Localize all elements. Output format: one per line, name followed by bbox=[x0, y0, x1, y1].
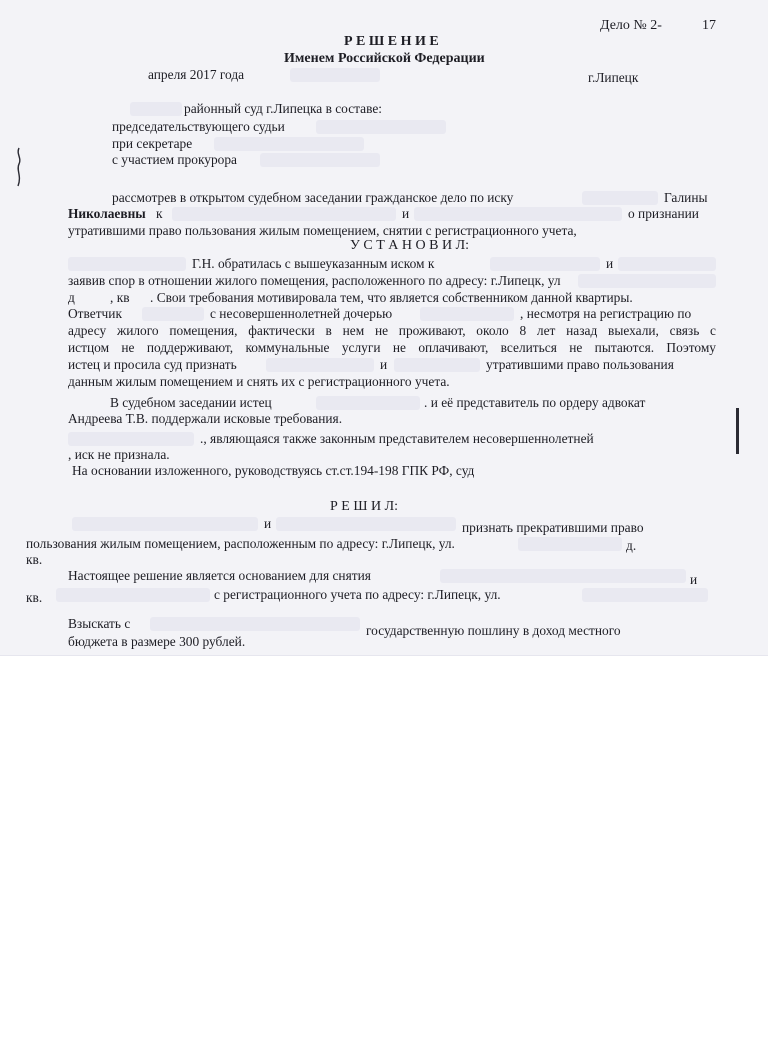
established-line-11: ., являющаяся также законным представителем несовершеннолетней bbox=[200, 431, 594, 446]
redacted-block bbox=[414, 207, 622, 221]
established-line-9b: . и её представитель по ордеру адвокат bbox=[424, 395, 646, 410]
decided-kv-2: кв. bbox=[26, 590, 43, 605]
decided-line-1: признать прекратившими право bbox=[462, 520, 644, 535]
established-line-2: заявив спор в отношении жилого помещения, расположенного по адресу: г.Липецк, ул bbox=[68, 273, 561, 288]
redacted-block bbox=[518, 537, 622, 551]
decided-line-5b: государственную пошлину в доход местного bbox=[366, 623, 621, 638]
decided-heading: Р Е Ш И Л: bbox=[330, 499, 398, 514]
established-line-13: На основании изложенного, руководствуясь ст.ст.194-198 ГПК РФ, суд bbox=[72, 463, 475, 478]
established-line-12: , иск не признала. bbox=[68, 447, 170, 462]
redacted-block bbox=[276, 517, 456, 531]
secretary-line: при секретаре bbox=[112, 136, 193, 151]
redacted-block bbox=[440, 569, 686, 583]
redacted-block bbox=[172, 207, 396, 221]
redacted-block bbox=[316, 396, 420, 410]
established-line-10: Андреева Т.В. поддержали исковые требования. bbox=[68, 411, 343, 426]
redacted-block bbox=[290, 68, 380, 82]
court-line: районный суд г.Липецка в составе: bbox=[184, 101, 383, 116]
established-d: д bbox=[68, 290, 75, 305]
intro-k: к bbox=[156, 206, 163, 221]
handwritten-mark-icon bbox=[14, 146, 24, 188]
case-number: Дело № 2- bbox=[600, 18, 662, 33]
decided-line-2: пользования жилым помещением, расположенным по адресу: г.Липецк, ул. bbox=[26, 536, 455, 551]
redacted-block bbox=[490, 257, 600, 271]
established-kv: , кв bbox=[110, 290, 130, 305]
established-registration: , несмотря на регистрацию по bbox=[520, 306, 692, 321]
established-line-5: адресу жилого помещения, фактически в нем не проживают, около 8 лет назад выехали, связь с bbox=[68, 323, 716, 338]
redacted-block bbox=[394, 358, 480, 372]
decided-and: и bbox=[264, 516, 272, 531]
established-heading: У С Т А Н О В И Л: bbox=[350, 238, 469, 253]
redacted-block bbox=[266, 358, 374, 372]
decided-kv: кв. bbox=[26, 552, 43, 567]
redacted-block bbox=[582, 588, 708, 602]
decision-date: апреля 2017 года bbox=[148, 67, 245, 82]
redacted-block bbox=[214, 137, 364, 151]
redacted-block bbox=[420, 307, 514, 321]
redacted-block bbox=[130, 102, 182, 116]
intro-line-3: утратившими право пользования жилым помещением, снятии с регистрационного учета, bbox=[68, 223, 577, 238]
redacted-block bbox=[618, 257, 716, 271]
established-line-1: Г.Н. обратилась с вышеуказанным иском к bbox=[192, 256, 435, 271]
margin-bar bbox=[736, 408, 739, 454]
case-number-suffix: 17 bbox=[702, 18, 716, 33]
established-and: и bbox=[606, 256, 614, 271]
intro-name-patronymic: Николаевны bbox=[68, 206, 146, 221]
decided-line-6: бюджета в размере 300 рублей. bbox=[68, 634, 246, 649]
redacted-block bbox=[260, 153, 380, 167]
established-line-7b: и bbox=[380, 357, 388, 372]
redacted-block bbox=[68, 432, 194, 446]
established-daughter: с несовершеннолетней дочерью bbox=[210, 306, 393, 321]
decided-line-4: с регистрационного учета по адресу: г.Липецк, ул. bbox=[214, 587, 501, 602]
redacted-block bbox=[142, 307, 204, 321]
decision-city: г.Липецк bbox=[588, 70, 639, 85]
established-line-9a: В судебном заседании истец bbox=[110, 395, 272, 410]
redacted-block bbox=[316, 120, 446, 134]
established-line-7a: истец и просила суд признать bbox=[68, 357, 237, 372]
decided-line-3: Настоящее решение является основанием для снятия bbox=[68, 568, 371, 583]
redacted-block bbox=[72, 517, 258, 531]
judge-line: председательствующего судьи bbox=[112, 119, 285, 134]
document-title: Р Е Ш Е Н И Е bbox=[344, 34, 439, 49]
redacted-block bbox=[56, 588, 210, 602]
redacted-block bbox=[150, 617, 360, 631]
intro-line-1: рассмотрев в открытом судебном заседании гражданское дело по иску bbox=[112, 190, 514, 205]
redacted-block bbox=[68, 257, 186, 271]
intro-about: о признании bbox=[628, 206, 699, 221]
prosecutor-line: с участием прокурора bbox=[112, 152, 237, 167]
established-line-3: . Свои требования мотивировала тем, что является собственником данной квартиры. bbox=[150, 290, 633, 305]
decided-line-5a: Взыскать с bbox=[68, 616, 131, 631]
established-line-7c: утратившими право пользования bbox=[486, 357, 674, 372]
established-line-6: истцом не поддерживают, коммунальные услуги не оплачивают, вселиться не пытаются. Поэтому bbox=[68, 340, 716, 355]
established-line-8: данным жилым помещением и снять их с регистрационного учета. bbox=[68, 374, 450, 389]
redacted-block bbox=[582, 191, 658, 205]
decided-d: д. bbox=[626, 538, 637, 553]
intro-name-first: Галины bbox=[664, 190, 708, 205]
established-defendant: Ответчик bbox=[68, 306, 122, 321]
redacted-block bbox=[578, 274, 716, 288]
intro-and: и bbox=[402, 206, 410, 221]
document-subtitle: Именем Российской Федерации bbox=[284, 51, 485, 66]
decided-and-2: и bbox=[690, 572, 698, 587]
